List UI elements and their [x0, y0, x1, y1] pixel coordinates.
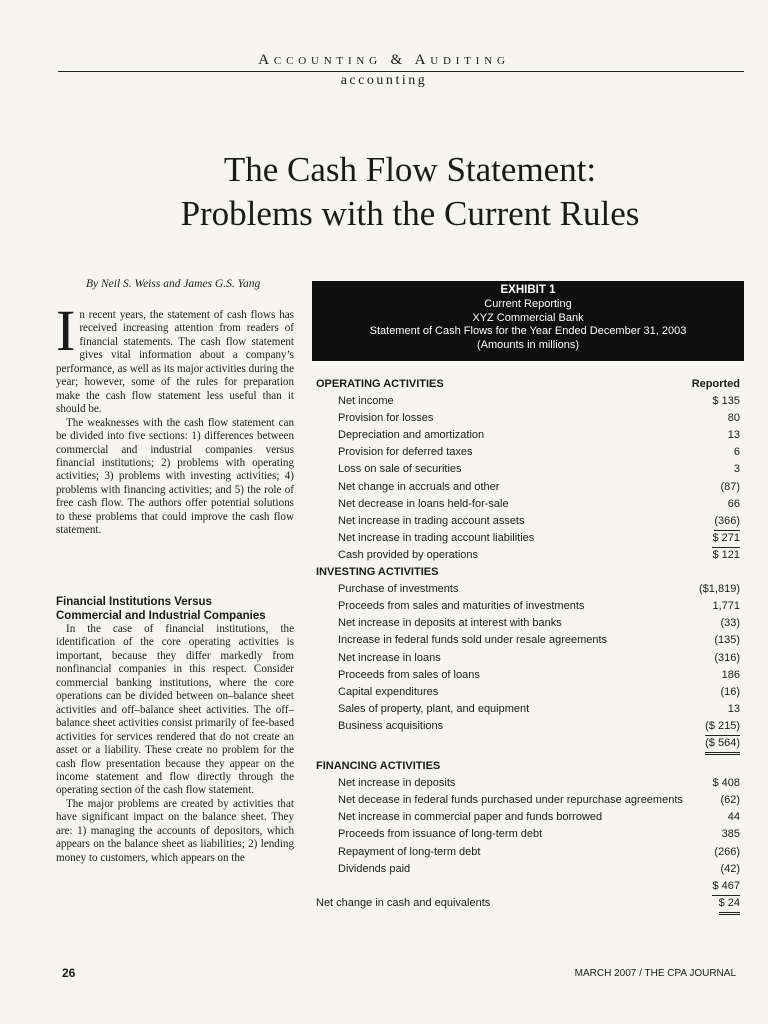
investing-value: 13	[727, 702, 740, 715]
net-change-value: $ 24	[719, 895, 740, 915]
subhead-line1: Financial Institutions Versus	[56, 596, 212, 608]
operating-row	[316, 444, 740, 461]
investing-label: Purchase of investments	[338, 583, 459, 596]
byline: By Neil S. Weiss and James G.S. Yang	[86, 278, 261, 290]
investing-value: (135)	[714, 634, 740, 647]
paragraph-1	[56, 298, 294, 417]
financing-subtotal-row	[316, 878, 740, 895]
financing-label: Proceeds from issuance of long-term debt	[338, 828, 543, 841]
investing-value: (33)	[720, 617, 740, 630]
exhibit-subtitle-1: Current Reporting	[484, 297, 572, 310]
operating-value: $ 135	[712, 395, 740, 408]
financing-label: Net increase in deposits	[338, 777, 456, 790]
operating-label: Cash provided by operations	[338, 548, 479, 561]
operating-row	[316, 461, 740, 478]
operating-value: 13	[727, 429, 740, 442]
financing-value: 44	[727, 811, 740, 824]
article-title-line1: The Cash Flow Statement:	[223, 150, 597, 189]
operating-row	[316, 427, 740, 444]
investing-row	[316, 632, 740, 649]
operating-label: Net change in accruals and other	[338, 480, 500, 493]
financing-row	[316, 844, 740, 861]
financing-heading: FINANCING ACTIVITIES	[316, 760, 441, 773]
exhibit-subtitle-3: Statement of Cash Flows for the Year Ended December 31, 2003	[369, 325, 687, 338]
operating-label: Loss on sale of securities	[338, 463, 462, 476]
article-title-line2: Problems with the Current Rules	[180, 194, 640, 233]
operating-row	[316, 513, 740, 530]
financing-label: Net decease in federal funds purchased under repurchase agreements	[338, 794, 683, 807]
investing-value: (16)	[720, 685, 740, 698]
operating-row	[316, 496, 740, 513]
investing-value: (316)	[714, 651, 740, 664]
investing-value: 1,771	[712, 600, 740, 613]
intro-block	[56, 298, 294, 538]
operating-row	[316, 547, 740, 564]
investing-subtotal: ($ 564)	[705, 735, 740, 755]
investing-row	[316, 667, 740, 684]
financing-subtotal: $ 467	[712, 878, 740, 896]
operating-heading: OPERATING ACTIVITIES	[316, 378, 444, 390]
investing-header-row	[316, 564, 740, 581]
operating-value: (366)	[714, 513, 740, 531]
operating-label: Depreciation and amortization	[338, 429, 485, 442]
investing-row	[316, 701, 740, 718]
operating-value: (87)	[720, 480, 740, 493]
journal-footer: MARCH 2007 / THE CPA JOURNAL	[574, 968, 736, 979]
financing-row	[316, 861, 740, 878]
exhibit-title: EXHIBIT 1	[500, 284, 556, 296]
financing-value: (42)	[720, 862, 740, 875]
operating-label: Net decrease in loans held-for-sale	[338, 497, 509, 510]
net-change-row	[316, 895, 740, 912]
investing-label: Increase in federal funds sold under resale agreements	[338, 634, 608, 647]
operating-row	[316, 393, 740, 410]
operating-row	[316, 530, 740, 547]
investing-row	[316, 684, 740, 701]
operating-label: Net increase in trading account liabilities	[338, 531, 535, 544]
investing-heading: INVESTING ACTIVITIES	[316, 566, 439, 579]
investing-value: ($1,819)	[699, 583, 740, 596]
financing-value: (266)	[714, 845, 740, 858]
exhibit-subtitle-4: (Amounts in millions)	[476, 339, 580, 352]
operating-header-row	[316, 376, 740, 393]
financing-label: Repayment of long-term debt	[338, 845, 481, 858]
operating-value: 6	[733, 446, 740, 459]
investing-value: 186	[721, 668, 740, 681]
cash-flow-table	[316, 376, 740, 912]
investing-subtotal-row	[316, 735, 740, 752]
investing-row	[316, 598, 740, 615]
financing-label: Dividends paid	[338, 862, 411, 875]
financing-row	[316, 792, 740, 809]
paragraph-1-text: n recent years, the statement of cash flows has received increasing attention from readers of financial statements. The cash flow statement gives vital information about a company’s performance, as well as its major activities during the year; however, some of the rules for preparation make the cash flow statement less useful than it should be.	[56, 309, 294, 416]
section-block	[56, 595, 294, 865]
paragraph-2: The weaknesses with the cash flow statement can be divided into five sections: 1) differences between commercial and industrial companies versus financial institutions; 2) problems with operating activities; 3) problems with investing activities; 4) problems with financing activities; and 5) the role of free cash flow. The authors offer potential solutions to these problems that could improve the cash flow statement.	[56, 416, 294, 537]
operating-value: 80	[727, 412, 740, 425]
financing-value: (62)	[720, 794, 740, 807]
investing-row	[316, 615, 740, 632]
operating-value: $ 271	[712, 530, 740, 548]
operating-value: 3	[733, 463, 740, 476]
financing-label: Net increase in commercial paper and funds borrowed	[338, 811, 603, 824]
drop-cap: I	[56, 298, 76, 363]
investing-label: Capital expenditures	[338, 685, 439, 698]
financing-header-row	[316, 758, 740, 775]
header-rule	[58, 71, 744, 72]
page-number: 26	[62, 966, 76, 980]
exhibit-subtitle-2: XYZ Commercial Bank	[472, 311, 584, 324]
operating-row	[316, 410, 740, 427]
operating-label: Provision for deferred taxes	[338, 446, 473, 459]
paragraph-3: In the case of financial institutions, the identification of the core operating activities is important, because they differ markedly from nonfinancial companies in this respect. Consider commercial banking institutions, where the core operations can be divided between on–balance sheet activities and off–balance sheet activities. The off–balance sheet activities consist primarily of fee-based activities for services rendered that do not create an asset or a liability. These create no problem for the cash flow presentation because they appear on the income statement and flow directly through the operating section of the cash flow statement.	[56, 623, 294, 797]
financing-row	[316, 775, 740, 792]
financing-value: 385	[721, 828, 740, 841]
financing-row	[316, 826, 740, 843]
reported-heading: Reported	[691, 378, 740, 390]
operating-row	[316, 479, 740, 496]
financing-value: $ 408	[712, 777, 740, 790]
operating-value: $ 121	[712, 548, 740, 561]
operating-label: Net income	[338, 395, 394, 408]
net-change-label: Net change in cash and equivalents	[316, 896, 491, 909]
section-header: Accounting & Auditing	[258, 52, 510, 68]
investing-label: Proceeds from sales of loans	[338, 668, 480, 681]
exhibit-header	[312, 281, 744, 361]
financing-row	[316, 809, 740, 826]
investing-row	[316, 718, 740, 735]
subhead-line2: Commercial and Industrial Companies	[56, 610, 266, 622]
operating-label: Provision for losses	[338, 412, 434, 425]
investing-row	[316, 650, 740, 667]
investing-label: Net increase in deposits at interest with banks	[338, 617, 562, 630]
investing-row	[316, 581, 740, 598]
subsection-label: accounting	[340, 73, 428, 88]
investing-value: ($ 215)	[705, 718, 740, 736]
investing-label: Sales of property, plant, and equipment	[338, 702, 530, 715]
paragraph-4: The major problems are created by activities that have significant impact on the balance sheet. They are: 1) managing the accounts of depositors, which appears on the balance sheet as liabilities; 2) lending money to customers, which appears on the	[56, 797, 294, 864]
investing-label: Business acquisitions	[338, 719, 444, 732]
investing-label: Net increase in loans	[338, 651, 441, 664]
operating-label: Net increase in trading account assets	[338, 514, 525, 527]
operating-value: 66	[727, 497, 740, 510]
investing-label: Proceeds from sales and maturities of investments	[338, 600, 585, 613]
